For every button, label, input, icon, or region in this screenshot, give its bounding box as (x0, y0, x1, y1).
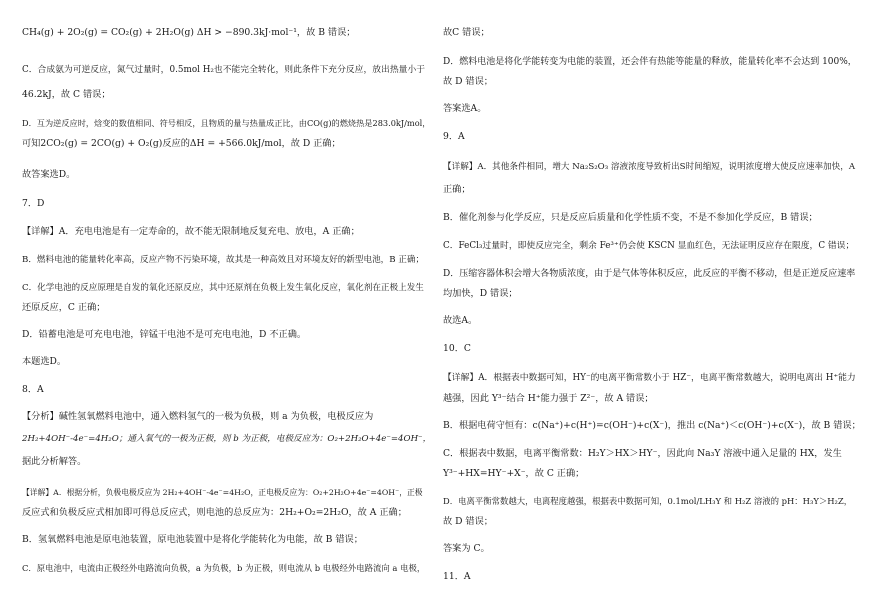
text-line: 【详解】A．根据分析，负极电极反应为 2H₂+4OH⁻-4e⁻=4H₂O，正电极反应为：O₂+2H₂O+4e⁻=4OH⁻，正极 (22, 488, 423, 497)
text-line: 答案选A。 (443, 103, 487, 114)
text-line: 故答案选D。 (22, 169, 76, 180)
text-line: B．氢氧燃料电池是原电池装置，原电池装置中是将化学能转化为电能，故 B 错误； (22, 534, 363, 545)
text-line: 46.2kJ，故 C 错误； (22, 89, 111, 100)
text-line: 故C 错误； (443, 27, 490, 38)
text-line: 故 D 错误； (443, 76, 493, 87)
text-line: B．根据电荷守恒有：c(Na⁺)+c(H⁺)=c(OH⁻)+c(X⁻)，推出 c(Na⁺)＜c(OH⁻)+c(X⁻)，故 B 错误； (443, 420, 861, 431)
text-line: 越强，因此 Y³⁻结合 H⁺能力强于 Z²⁻，故 A 错误； (443, 393, 654, 404)
text-line: 故选A。 (443, 315, 478, 326)
text-line: Y³⁻+HX=HY⁻+X⁻，故 C 正确； (443, 468, 585, 479)
text-line: C．根据表中数据，电离平衡常数：H₂Y＞HX＞HY⁻，因此向 Na₃Y 溶液中通入足量的 HX，发生 (443, 448, 842, 459)
text-line: 【分析】碱性氢氧燃料电池中，通入燃料氢气的一极为负极，则 a 为负极，电极反应为 (22, 411, 374, 422)
text-line: D．电离平衡常数越大，电离程度越强，根据表中数据可知，0.1mol/LH₃Y 和 H₂Z 溶液的 pH：H₃Y＞H₂Z， (443, 496, 853, 506)
text-line: C．FeCl₃过量时，即使反应完全，剩余 Fe³⁺仍会使 KSCN 显血红色，无法证明反应存在限度，C 错误； (443, 241, 855, 251)
text-line: D．燃料电池是将化学能转变为电能的装置，还会伴有热能等能量的释放，能量转化率不会达到 100%， (443, 57, 857, 67)
text-line: B．催化剂参与化学反应，只是反应后质量和化学性质不变，不是不参加化学反应，B 错误； (443, 212, 818, 223)
text-line: 2H₂+4OH⁻-4e⁻=4H₂O；通入氧气的一极为正极，则 b 为正极，电极反应为：O₂+2H₂O+4e⁻=4OH⁻， (22, 434, 432, 444)
text-line: 均加快，D 错误； (443, 288, 518, 299)
text-line: 反应式和负极反应式相加即可得总反应式，则电池的总反应为：2H₂+O₂=2H₂O，故 A 正确； (22, 507, 407, 518)
question-number: 8．A (22, 384, 44, 395)
text-line: 【详解】A．充电电池是有一定寿命的，故不能无限制地反复充电、放电，A 正确； (22, 226, 360, 237)
text-line: B．燃料电池的能量转化率高，反应产物不污染环境，故其是一种高效且对环境友好的新型电池，B 正确； (22, 255, 425, 265)
question-number: 7．D (22, 198, 45, 209)
text-line: 还原反应，C 正确； (22, 302, 106, 313)
text-line: D．压缩容器体积会增大各物质浓度，由于是气体等体积反应，此反应的平衡不移动，但是正逆反应速率 (443, 269, 856, 279)
text-line: D．铅蓄电池是可充电电池，锌锰干电池不是可充电电池，D 不正确。 (22, 329, 307, 340)
text-line: 可知2CO₂(g) = 2CO(g) + O₂(g)反应的ΔH = +566.0kJ/mol，故 D 正确； (22, 138, 341, 149)
question-number: 11．A (443, 571, 471, 582)
text-line: D．互为逆反应时，焓变的数值相同、符号相反，且物质的量与热量成正比，由CO(g)的燃烧热是283.0kJ/mol， (22, 118, 431, 128)
text-line: 【详解】A．其他条件相同，增大 Na₂S₂O₃ 溶液浓度导致析出S时间缩短，说明浓度增大使反应速率加快，A (443, 162, 856, 172)
text-line: 故 D 错误； (443, 516, 493, 527)
question-number: 9．A (443, 131, 465, 142)
text-line: 据此分析解答。 (22, 456, 87, 467)
text-line: C．合成氨为可逆反应，氮气过量时，0.5mol H₂也不能完全转化，则此条件下充分反应，放出热量小于 (22, 65, 426, 75)
text-line: C．化学电池的反应原理是自发的氧化还原反应，其中还原剂在负极上发生氧化反应，氧化剂在正极上发生 (22, 283, 424, 293)
text-line: 正确； (443, 184, 471, 195)
text-line: 本题选D。 (22, 356, 67, 367)
question-number: 10．C (443, 343, 471, 354)
text-line: 【详解】A．根据表中数据可知，HY⁻的电离平衡常数小于 HZ⁻，电离平衡常数越大，说明电离出 H⁺能力 (443, 373, 856, 383)
text-line: CH₄(g) + 2O₂(g) = CO₂(g) + 2H₂O(g) ΔH > −890.3kJ·mol⁻¹，故 B 错误； (22, 27, 356, 38)
text-line: 答案为 C。 (443, 543, 490, 554)
text-line: C．原电池中，电流由正极经外电路流向负极，a 为负极，b 为正极，则电流从 b 电极经外电路流向 a 电极， (22, 563, 426, 573)
